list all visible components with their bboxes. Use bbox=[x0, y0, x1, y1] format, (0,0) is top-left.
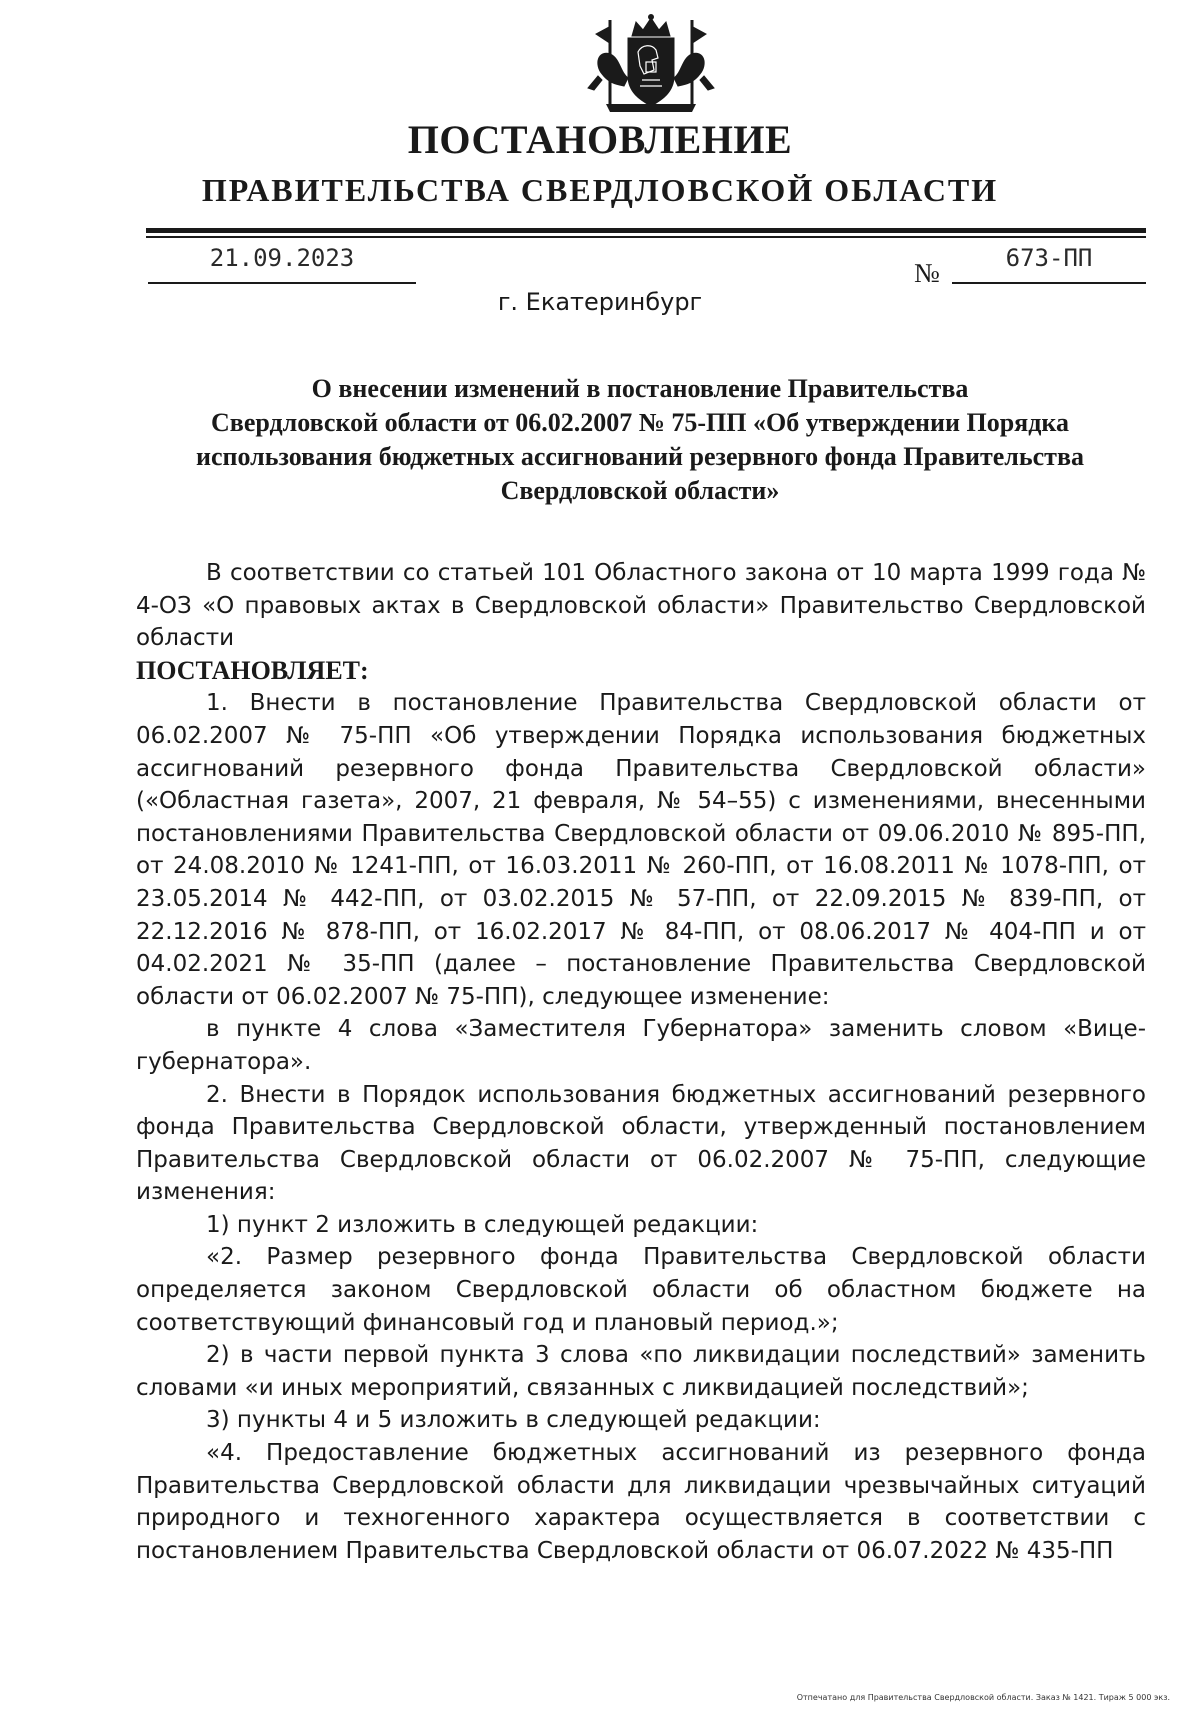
resolves-heading: ПОСТАНОВЛЯЕТ: bbox=[136, 655, 369, 685]
body-paragraph: «4. Предоставление бюджетных ассигнований из резервного фонда Правительства Свердловской области для ликвидации чрезвычайных ситуаций природного и техногенного характера осуществляется в соответствии с постановлением Правительства Свердловской области от 06.07.2022 № 435-ПП bbox=[136, 1440, 1146, 1564]
document-body bbox=[136, 557, 1146, 1567]
body-paragraph: 2. Внести в Порядок использования бюджетных ассигнований резервного фонда Правительства Свердловской области, утвержденный постановлением Правительства Свердловской области от 06.02.2007 № 75-ПП, следующие изменения: bbox=[136, 1081, 1146, 1206]
number-sign: № bbox=[914, 258, 940, 288]
document-date: 21.09.2023 bbox=[209, 244, 355, 272]
body-paragraph: 3) пункты 4 и 5 изложить в следующей редакции: bbox=[206, 1407, 821, 1434]
header-rule-thick bbox=[146, 228, 1146, 233]
body-paragraph: 2) в части первой пункта 3 слова «по ликвидации последствий» заменить словами «и иных мероприятий, связанных с ликвидацией последствий»; bbox=[136, 1342, 1146, 1401]
number-underline bbox=[952, 282, 1146, 284]
body-paragraph: «2. Размер резервного фонда Правительства Свердловской области определяется законом Свердловской области об областном бюджете на соответствующий финансовый год и плановый период.»; bbox=[136, 1244, 1146, 1336]
city: г. Екатеринбург bbox=[497, 288, 703, 316]
document-heading bbox=[130, 372, 1150, 508]
body-paragraph: 1) пункт 2 изложить в следующей редакции: bbox=[206, 1211, 759, 1238]
document-number: 673-ПП bbox=[1005, 244, 1093, 272]
document-heading-line: Свердловской области от 06.02.2007 № 75-ПП «Об утверждении Порядка bbox=[211, 408, 1069, 437]
print-note: Отпечатано для Правительства Свердловской области. Заказ № 1421. Тираж 5 000 экз. bbox=[796, 1693, 1170, 1702]
document-heading-line: О внесении изменений в постановление Правительства bbox=[311, 374, 969, 403]
header-rule-thin bbox=[146, 236, 1146, 238]
sverdlovsk-coat-of-arms-icon bbox=[580, 14, 722, 114]
issuing-authority: ПРАВИТЕЛЬСТВА СВЕРДЛОВСКОЙ ОБЛАСТИ bbox=[201, 172, 999, 208]
document-type-title: ПОСТАНОВЛЕНИЕ bbox=[407, 117, 793, 162]
body-paragraph: 1. Внести в постановление Правительства Свердловской области от 06.02.2007 № 75-ПП «Об утверждении Порядка использования бюджетных ассигнований резервного фонда Правительства Свердловской области» («Областная газета», 2007, 21 февраля, № 54–55) с изменениями, внесенными постановлениями Правительства Свердловской области от 09.06.2010 № 895-ПП, от 24.08.2010 № 1241-ПП, от 16.03.2011 № 260-ПП, от 16.08.2011 № 1078-ПП, от 23.05.2014 № 442-ПП, от 03.02.2015 № 57-ПП, от 22.09.2015 № 839-ПП, от 22.12.2016 № 878-ПП, от 16.02.2017 № 84-ПП, от 08.06.2017 № 404-ПП и от 04.02.2021 № 35-ПП (далее – постановление Правительства Свердловской области от 06.02.2007 № 75-ПП), следующее изменение: bbox=[136, 690, 1146, 1010]
document-heading-line: использования бюджетных ассигнований резервного фонда Правительства bbox=[196, 442, 1084, 471]
document-heading-line: Свердловской области» bbox=[500, 476, 780, 505]
body-paragraph: в пункте 4 слова «Заместителя Губернатора» заменить словом «Вице-губернатора». bbox=[136, 1016, 1146, 1075]
date-underline bbox=[148, 282, 416, 284]
preamble-paragraph: В соответствии со статьей 101 Областного закона от 10 марта 1999 года № 4-ОЗ «О правовых актах в Свердловской области» Правительство Свердловской области bbox=[136, 560, 1146, 652]
